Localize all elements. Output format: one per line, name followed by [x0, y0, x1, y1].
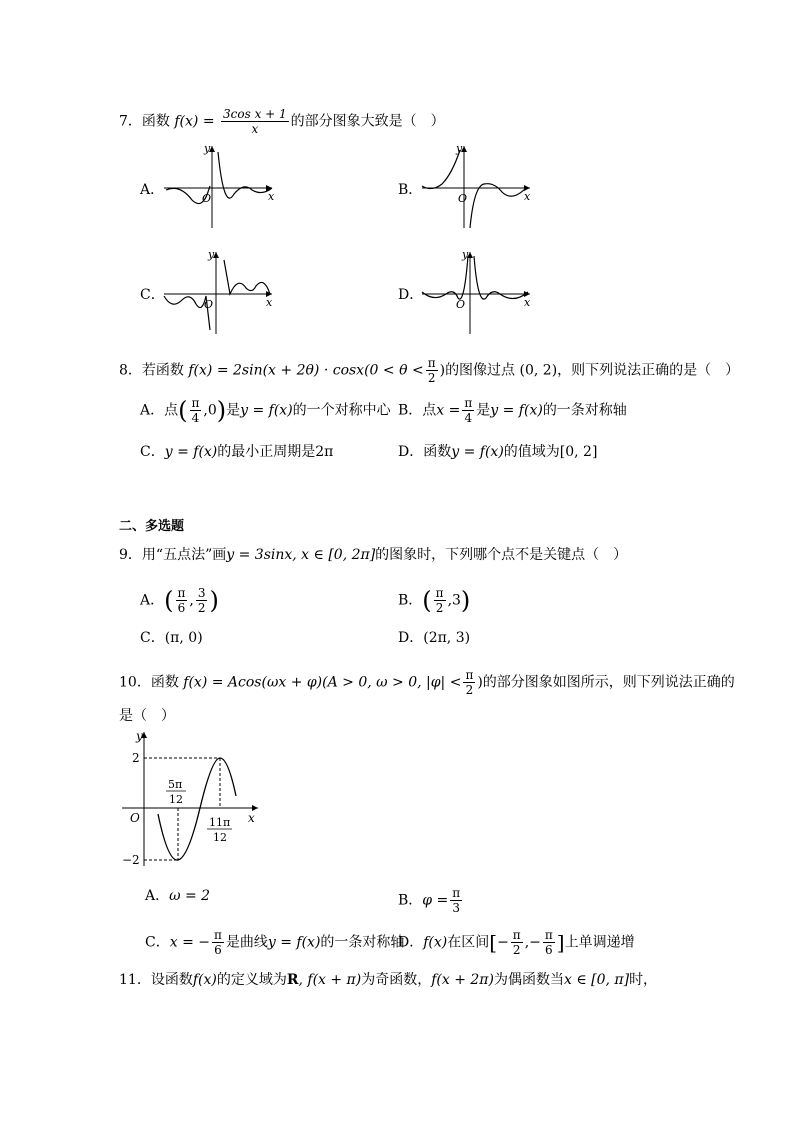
q7-option-b-graph[interactable]	[418, 142, 538, 230]
q9-stem: 9．用“五点法”画y = 3sinx, x ∈ [0, 2π]的图象时，下列哪个点不是关键点（ ）	[119, 547, 628, 563]
q7-stem: 7．函数 f(x) = $\frac{\text{3cos x + 1}}{x}$ 的部分图象大致是（ ）	[119, 107, 445, 136]
svg-text:12: 12	[169, 793, 183, 806]
q8-option-a[interactable]: A．点( $\frac{\pi}{4}$ ,0)是y = f(x)的一个对称中心	[140, 396, 391, 425]
svg-text:O: O	[458, 192, 468, 205]
q10-stem-cont: 是（ ）	[119, 708, 175, 724]
svg-text:O: O	[202, 192, 212, 205]
svg-text:x: x	[524, 190, 531, 203]
q9-option-c[interactable]: C．(π, 0)	[140, 630, 203, 646]
svg-text:12: 12	[213, 831, 227, 844]
q8-stem: 8．若函数 f(x) = 2sin(x + 2θ) · cosx(0 < θ < $\frac{\pi}{2}$ )的图像过点 (0, 2)，则下列说法正确的是（ ）	[119, 356, 740, 385]
svg-text:x: x	[268, 190, 275, 203]
svg-text:11π: 11π	[209, 816, 231, 829]
q7-option-d-label[interactable]: D．	[398, 287, 424, 303]
q7-option-c-label[interactable]: C．	[140, 287, 165, 303]
q7-fraction: $\frac{\text{3cos x + 1}}{x}$	[223, 107, 287, 136]
svg-text:O: O	[204, 298, 214, 311]
q8-option-b[interactable]: B．点x = $\frac{\pi}{4}$ 是y = f(x)的一条对称轴	[398, 396, 627, 425]
svg-text:x: x	[266, 296, 273, 309]
svg-text:y: y	[136, 729, 143, 743]
q8-option-d[interactable]: D．函数y = f(x)的值域为[0, 2]	[398, 444, 598, 460]
svg-text:O: O	[130, 811, 140, 825]
q10-option-c[interactable]: C．x = − $\frac{\pi}{6}$ 是曲线y = f(x)的一条对称轴	[145, 928, 405, 957]
section-heading: 二、多选题	[119, 519, 185, 534]
svg-text:y: y	[456, 142, 463, 155]
q7-option-a-label[interactable]: A．	[140, 182, 165, 198]
q11-stem: 11．设函数f(x)的定义域为R, f(x + π)为奇函数，f(x + 2π)为偶函数当x ∈ [0, π]时，	[119, 972, 658, 988]
svg-text:y: y	[204, 142, 211, 155]
q7-option-c-graph[interactable]	[160, 248, 280, 336]
svg-text:5π: 5π	[168, 778, 183, 791]
svg-text:y: y	[462, 248, 469, 261]
svg-text:O: O	[456, 298, 466, 311]
q7-option-a-graph[interactable]	[160, 142, 280, 230]
q7-option-d-graph[interactable]	[418, 248, 538, 336]
q9-option-d[interactable]: D．(2π, 3)	[398, 630, 471, 646]
q7-number: 7．	[119, 113, 142, 130]
svg-text:2: 2	[132, 751, 140, 765]
svg-text:x: x	[524, 296, 531, 309]
q10-option-b[interactable]: B．φ = $\frac{\pi}{3}$	[398, 886, 461, 915]
q9-option-a[interactable]: A．( $\frac{\pi}{6}$ , $\frac{3}{2}$ )	[140, 586, 219, 615]
q10-option-d[interactable]: D．f(x)在区间[− $\frac{\pi}{2}$ ,− $\frac{\pi}{6}$ ]上单调递增	[398, 928, 635, 957]
q9-option-b[interactable]: B．( $\frac{\pi}{2}$ ,3)	[398, 586, 471, 615]
q7-option-b-label[interactable]: B．	[398, 182, 423, 198]
svg-text:y: y	[208, 248, 215, 261]
svg-text:x: x	[248, 811, 255, 825]
svg-text:−2: −2	[122, 853, 140, 867]
q10-option-a[interactable]: A．ω = 2	[145, 888, 211, 904]
q8-option-c[interactable]: C．y = f(x)的最小正周期是2π	[140, 444, 334, 460]
q10-stem: 10．函数 f(x) = Acos(ωx + φ)(A > 0, ω > 0, |φ| < $\frac{\pi}{2}$ )的部分图象如图所示，则下列说法正确的	[119, 668, 735, 697]
q10-graph	[118, 728, 268, 868]
